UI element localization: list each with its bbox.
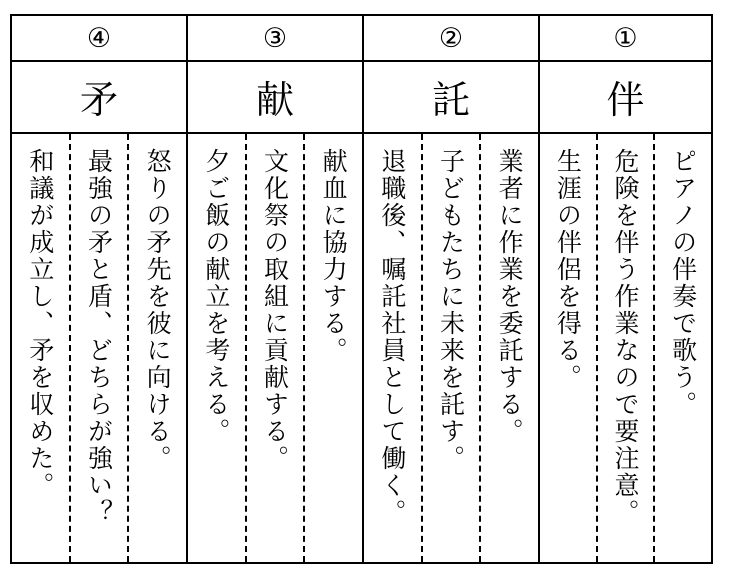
sentence-cell [129,134,186,562]
example-sentence: 夕ご飯の献立を考える。 [201,148,231,445]
example-sentence: 献血に協力する。 [319,148,349,364]
sentence-cell [247,134,306,562]
sentence-cell [481,134,538,562]
sentence-cell [655,134,711,562]
sentence-cell [598,134,656,562]
sentence-cell [364,134,423,562]
column-number: ③ [188,16,362,62]
target-kanji: 矛 [12,60,186,134]
sentence-cell [423,134,482,562]
example-sentences [188,134,362,562]
sentence-cell [305,134,362,562]
column-4 [12,16,186,562]
column-2 [362,16,538,562]
example-sentences [364,134,538,562]
sentence-cell [12,134,71,562]
column-number: ④ [12,16,186,62]
column-number: ② [364,16,538,62]
example-sentence: 生涯の伴侶を得る。 [553,148,583,391]
sentence-cell [540,134,598,562]
target-kanji: 伴 [540,60,711,134]
column-number: ① [540,16,711,62]
example-sentence: 最強の矛と盾、どちらが強い？ [84,148,114,526]
example-sentence: 文化祭の取組に貢献する。 [260,148,290,472]
example-sentences [540,134,711,562]
sentence-cell [188,134,247,562]
example-sentence: 子どもたちに未来を託す。 [436,148,466,472]
example-sentence: 危険を伴う作業なので要注意。 [610,148,640,526]
kanji-worksheet [10,14,713,564]
example-sentence: 怒りの矛先を彼に向ける。 [143,148,173,472]
column-1 [538,16,711,562]
sentence-cell [71,134,130,562]
column-3 [186,16,362,562]
example-sentences [12,134,186,562]
target-kanji: 献 [188,60,362,134]
target-kanji: 託 [364,60,538,134]
example-sentence: 和議が成立し、矛を収めた。 [25,148,55,499]
example-sentence: 業者に作業を委託する。 [495,148,525,445]
example-sentence: ピアノの伴奏で歌う。 [668,148,698,418]
example-sentence: 退職後、嘱託社員として働く。 [377,148,407,526]
